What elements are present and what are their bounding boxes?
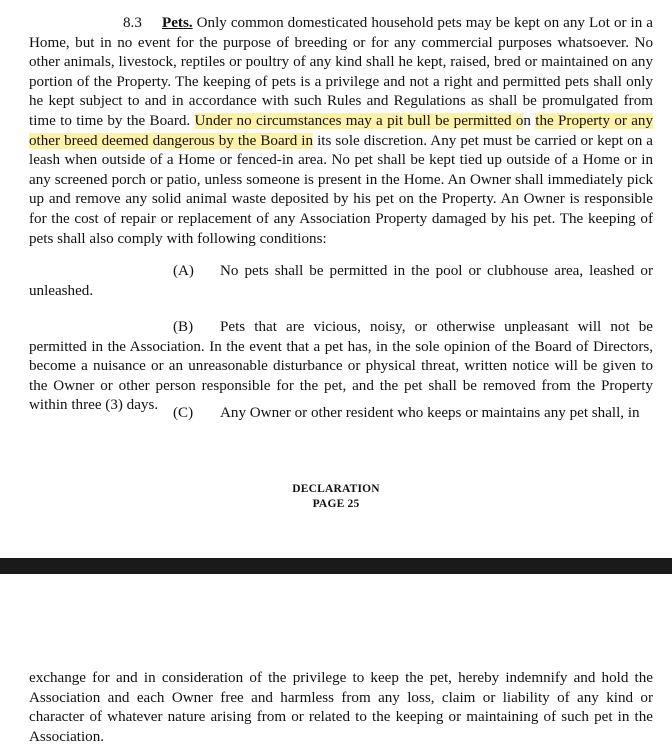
condition-a	[29, 262, 653, 301]
condition-b-text: Pets that are vicious, noisy, or otherwise unpleasant will not be permitted in the Association. In the event that a pet has, in the sole opinion of the Board of Directors, become a nuisance or an unreasonable disturbance or physical threat, written notice will be given to the Owner or other person responsible for the pet, and the pet shall be removed from the Property within three (3) days.	[29, 319, 653, 414]
condition-b-letter: (B)	[173, 319, 194, 335]
condition-a-letter: (A)	[173, 263, 194, 279]
condition-c-continuation	[29, 669, 653, 747]
section-number: 8.3	[123, 15, 142, 31]
highlighted-pit-bull-clause: Under no circumstances may a pit bull be permitted o	[194, 112, 524, 129]
footer-page-number: PAGE 25	[312, 498, 360, 510]
condition-c-letter: (C)	[173, 405, 194, 421]
page-footer	[0, 482, 672, 512]
document-page-2	[0, 574, 672, 743]
condition-c	[29, 404, 653, 424]
section-8-3-paragraph	[29, 14, 653, 249]
highlighted-dangerous-breed-clause: the Property or any other breed deemed dangerous by the Board in	[29, 112, 654, 149]
condition-a-text: No pets shall be permitted in the pool or clubhouse area, leashed or unleashed.	[29, 263, 653, 299]
continuation-text: exchange for and in consideration of the privilege to keep the pet, hereby indemnify and hold the Association and each Owner free and harmless from any loss, claim or liability of any kind or character of whatever nature arising from or related to the keeping or maintaining of such pet in the Association.	[29, 670, 653, 745]
condition-b	[29, 318, 653, 416]
pets-leash-rules-text: its sole discretion. Any pet must be carried or kept on a leash when outside of a Home or fenced-in area. No pet shall be kept tied up outside of a Home or in any screened porch or patio, unless someone is present in the Home. An Owner shall immediately pick up and remove any solid animal waste deposited by his pet on the Property. An Owner is responsible for the cost of repair or replacement of any Association Property damaged by his pet. The keeping of pets shall also comply with following conditions:	[29, 132, 653, 247]
page-break-divider	[0, 558, 672, 574]
footer-document-title: DECLARATION	[292, 483, 380, 495]
highlight-gap-char: n	[523, 112, 531, 129]
section-title: Pets.	[162, 15, 193, 31]
condition-c-text: Any Owner or other resident who keeps or maintains any pet shall, in	[220, 405, 640, 421]
pets-rules-text: Only common domesticated household pets may be kept on any Lot or in a Home, but in no event for the purpose of breeding or for any commercial purposes whatsoever. No other animals, livestock, reptiles or poultry of any kind shall he kept, raised, bred or maintained on any portion of the Property. The keeping of pets is a privilege and not a right and permitted pets shall only he kept subject to and in accordance with such Rules and Regulations as shall be promulgated from time to time by the Board.	[29, 15, 654, 129]
